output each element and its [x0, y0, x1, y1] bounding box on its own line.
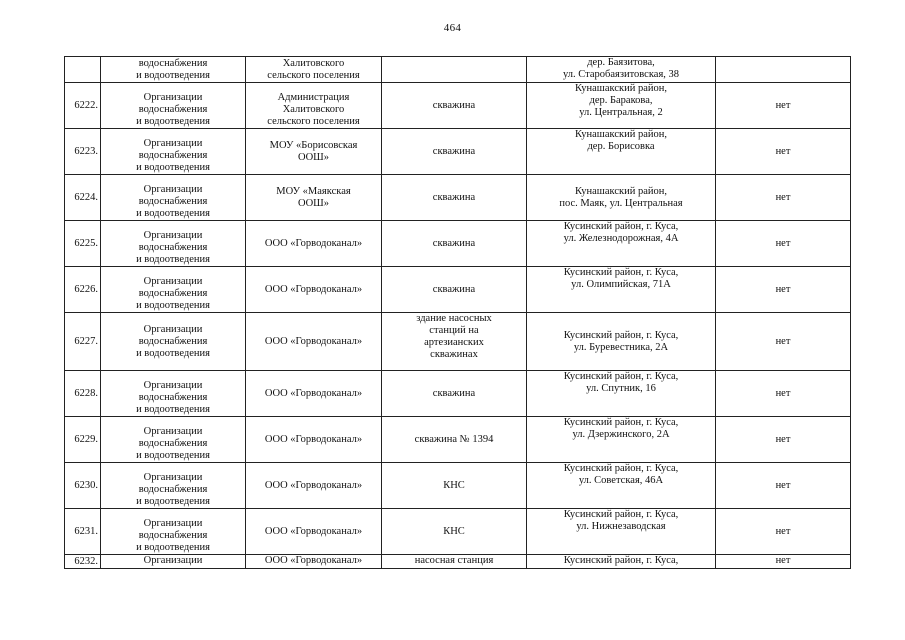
facility-type-line: КНС [443, 525, 465, 537]
registry-table-body [65, 57, 851, 569]
address-line: ул. Центральная, 2 [579, 107, 663, 118]
owner-cell [246, 555, 382, 569]
facility-type-line: скважина [432, 283, 476, 295]
organization-line: и водоотведения [136, 404, 210, 415]
owner-line: ООО «Горводоканал» [264, 237, 363, 249]
organization-line: водоснабжения [138, 392, 208, 403]
organization-line: и водоотведения [136, 208, 210, 219]
owner-cell [246, 371, 382, 417]
address-cell [527, 57, 716, 83]
organization-cell [101, 463, 246, 509]
address-line: ул. Спутник, 16 [586, 383, 656, 394]
organization-line: Организации [143, 555, 203, 566]
address-line: Кусинский район, г. Куса, [563, 555, 679, 566]
organization-cell [101, 267, 246, 313]
owner-cell [246, 509, 382, 555]
table-row [65, 129, 851, 175]
owner-line: Халитовского [282, 58, 345, 69]
owner-cell [246, 417, 382, 463]
organization-line: и водоотведения [136, 162, 210, 173]
organization-line: водоснабжения [138, 530, 208, 541]
facility-type-cell [382, 129, 527, 175]
address-line: ул. Железнодорожная, 4А [563, 233, 679, 244]
facility-type-line: скважина [432, 99, 476, 111]
flag-cell: нет [716, 509, 851, 555]
owner-cell [246, 221, 382, 267]
table-row [65, 555, 851, 569]
owner-cell [246, 83, 382, 129]
organization-line: водоснабжения [138, 58, 208, 69]
facility-type-cell [382, 509, 527, 555]
flag-cell: нет [716, 313, 851, 371]
address-line: Кусинский район, г. Куса, [563, 509, 679, 520]
address-line: Кунашакский район, [575, 83, 667, 94]
owner-line: ООО «Горводоканал» [264, 335, 363, 347]
facility-type-cell [382, 267, 527, 313]
address-line: Кусинский район, г. Куса, [563, 463, 679, 474]
facility-type-cell [382, 57, 527, 83]
facility-type-line: артезианских [424, 337, 484, 348]
address-line: Кусинский район, г. Куса, [563, 417, 679, 428]
address-cell [527, 555, 716, 569]
flag-cell: нет [716, 555, 851, 569]
facility-type-cell [382, 417, 527, 463]
facility-type-cell [382, 313, 527, 371]
owner-line: Администрация [277, 92, 350, 103]
owner-line: МОУ «Маякская [276, 185, 351, 197]
row-number-cell: 6232. [65, 555, 101, 569]
row-number-cell: 6231. [65, 509, 101, 555]
facility-type-cell [382, 221, 527, 267]
owner-line: ООШ» [297, 151, 329, 163]
organization-cell [101, 417, 246, 463]
table-row [65, 267, 851, 313]
address-cell [527, 129, 716, 175]
owner-line: ООО «Горводоканал» [264, 433, 363, 445]
facility-type-line: здание насосных [416, 313, 492, 324]
row-number-cell: 6225. [65, 221, 101, 267]
address-line: дер. Борисовка [587, 141, 655, 152]
table-row [65, 313, 851, 371]
owner-line: Халитовского [282, 104, 345, 115]
owner-cell [246, 129, 382, 175]
address-line: Кунашакский район, [575, 129, 667, 140]
flag-cell: нет [716, 371, 851, 417]
registry-table [64, 56, 851, 569]
organization-line: Организации [143, 426, 203, 437]
organization-cell [101, 83, 246, 129]
organization-cell [101, 129, 246, 175]
owner-line: МОУ «Борисовская [269, 139, 358, 151]
facility-type-cell [382, 463, 527, 509]
organization-line: и водоотведения [136, 496, 210, 507]
flag-cell: нет [716, 463, 851, 509]
facility-type-line: скважина [432, 387, 476, 399]
organization-cell [101, 175, 246, 221]
table-row [65, 509, 851, 555]
flag-cell: нет [716, 417, 851, 463]
address-line: Кунашакский район, [575, 185, 667, 197]
table-row [65, 175, 851, 221]
owner-line: ООО «Горводоканал» [264, 387, 363, 399]
organization-line: водоснабжения [138, 335, 208, 347]
organization-cell [101, 509, 246, 555]
flag-cell: нет [716, 267, 851, 313]
organization-line: и водоотведения [136, 254, 210, 265]
organization-line: Организации [143, 323, 203, 335]
owner-line: ООО «Горводоканал» [264, 555, 363, 566]
organization-line: и водоотведения [136, 542, 210, 553]
address-cell [527, 313, 716, 371]
address-cell [527, 417, 716, 463]
facility-type-line: КНС [443, 479, 465, 491]
row-number-cell: 6222. [65, 83, 101, 129]
address-line: ул. Дзержинского, 2А [572, 429, 670, 440]
address-line: Кусинский район, г. Куса, [563, 221, 679, 232]
row-number-cell: 6223. [65, 129, 101, 175]
flag-cell: нет [716, 175, 851, 221]
table-row [65, 221, 851, 267]
organization-line: водоснабжения [138, 104, 208, 115]
address-cell [527, 175, 716, 221]
organization-cell [101, 555, 246, 569]
facility-type-line: скважина [432, 237, 476, 249]
address-cell [527, 371, 716, 417]
facility-type-line: станций на [429, 325, 479, 336]
organization-line: Организации [143, 230, 203, 241]
owner-cell [246, 463, 382, 509]
facility-type-line: скважина № 1394 [414, 433, 494, 445]
table-row [65, 371, 851, 417]
address-line: пос. Маяк, ул. Центральная [559, 197, 683, 209]
address-line: ул. Нижнезаводская [576, 521, 666, 532]
page-number: 464 [443, 22, 462, 34]
facility-type-cell [382, 555, 527, 569]
owner-cell [246, 267, 382, 313]
address-line: Кусинский район, г. Куса, [563, 267, 679, 278]
organization-line: водоснабжения [138, 288, 208, 299]
organization-line: Организации [143, 184, 203, 195]
owner-line: сельского поселения [267, 70, 360, 81]
organization-line: водоснабжения [138, 150, 208, 161]
row-number-cell: 6229. [65, 417, 101, 463]
organization-line: водоснабжения [138, 438, 208, 449]
owner-line: сельского поселения [267, 116, 360, 127]
organization-line: Организации [143, 92, 203, 103]
row-number-cell: 6224. [65, 175, 101, 221]
organization-line: и водоотведения [136, 300, 210, 311]
address-line: дер. Баязитова, [587, 57, 655, 68]
address-cell [527, 221, 716, 267]
owner-line: ООШ» [297, 197, 329, 209]
organization-line: Организации [143, 518, 203, 529]
row-number-cell: 6226. [65, 267, 101, 313]
owner-cell [246, 175, 382, 221]
flag-cell [716, 57, 851, 83]
flag-cell: нет [716, 129, 851, 175]
address-line: ул. Буревестника, 2А [573, 341, 669, 353]
organization-cell [101, 313, 246, 371]
address-line: ул. Олимпийская, 71А [571, 279, 671, 290]
organization-cell [101, 221, 246, 267]
owner-line: ООО «Горводоканал» [264, 283, 363, 295]
table-row [65, 83, 851, 129]
address-cell [527, 509, 716, 555]
organization-cell [101, 57, 246, 83]
row-number-cell [65, 57, 101, 83]
address-line: ул. Старобаязитовская, 38 [562, 69, 680, 80]
owner-cell [246, 57, 382, 83]
address-line: Кусинский район, г. Куса, [563, 371, 679, 382]
facility-type-line: скважинах [430, 349, 478, 360]
organization-line: Организации [143, 138, 203, 149]
facility-type-cell [382, 175, 527, 221]
flag-cell: нет [716, 221, 851, 267]
flag-cell: нет [716, 83, 851, 129]
organization-line: Организации [143, 276, 203, 287]
organization-line: и водоотведения [136, 347, 210, 359]
row-number-cell: 6227. [65, 313, 101, 371]
organization-line: и водоотведения [136, 450, 210, 461]
organization-cell [101, 371, 246, 417]
organization-line: Организации [143, 472, 203, 483]
row-number-cell: 6230. [65, 463, 101, 509]
owner-cell [246, 313, 382, 371]
owner-line: ООО «Горводоканал» [264, 479, 363, 491]
table-row [65, 417, 851, 463]
facility-type-line: насосная станция [414, 555, 494, 566]
table-row [65, 57, 851, 83]
organization-line: водоснабжения [138, 196, 208, 207]
organization-line: водоснабжения [138, 484, 208, 495]
organization-line: и водоотведения [136, 70, 210, 81]
address-cell [527, 463, 716, 509]
address-line: дер. Баракова, [589, 95, 653, 106]
facility-type-cell [382, 83, 527, 129]
facility-type-line: скважина [432, 145, 476, 157]
address-cell [527, 267, 716, 313]
facility-type-cell [382, 371, 527, 417]
organization-line: водоснабжения [138, 242, 208, 253]
row-number-cell: 6228. [65, 371, 101, 417]
organization-line: и водоотведения [136, 116, 210, 127]
owner-line: ООО «Горводоканал» [264, 525, 363, 537]
address-cell [527, 83, 716, 129]
table-row [65, 463, 851, 509]
address-line: Кусинский район, г. Куса, [563, 329, 679, 341]
facility-type-line: скважина [432, 191, 476, 203]
organization-line: Организации [143, 380, 203, 391]
address-line: ул. Советская, 46А [578, 475, 664, 486]
